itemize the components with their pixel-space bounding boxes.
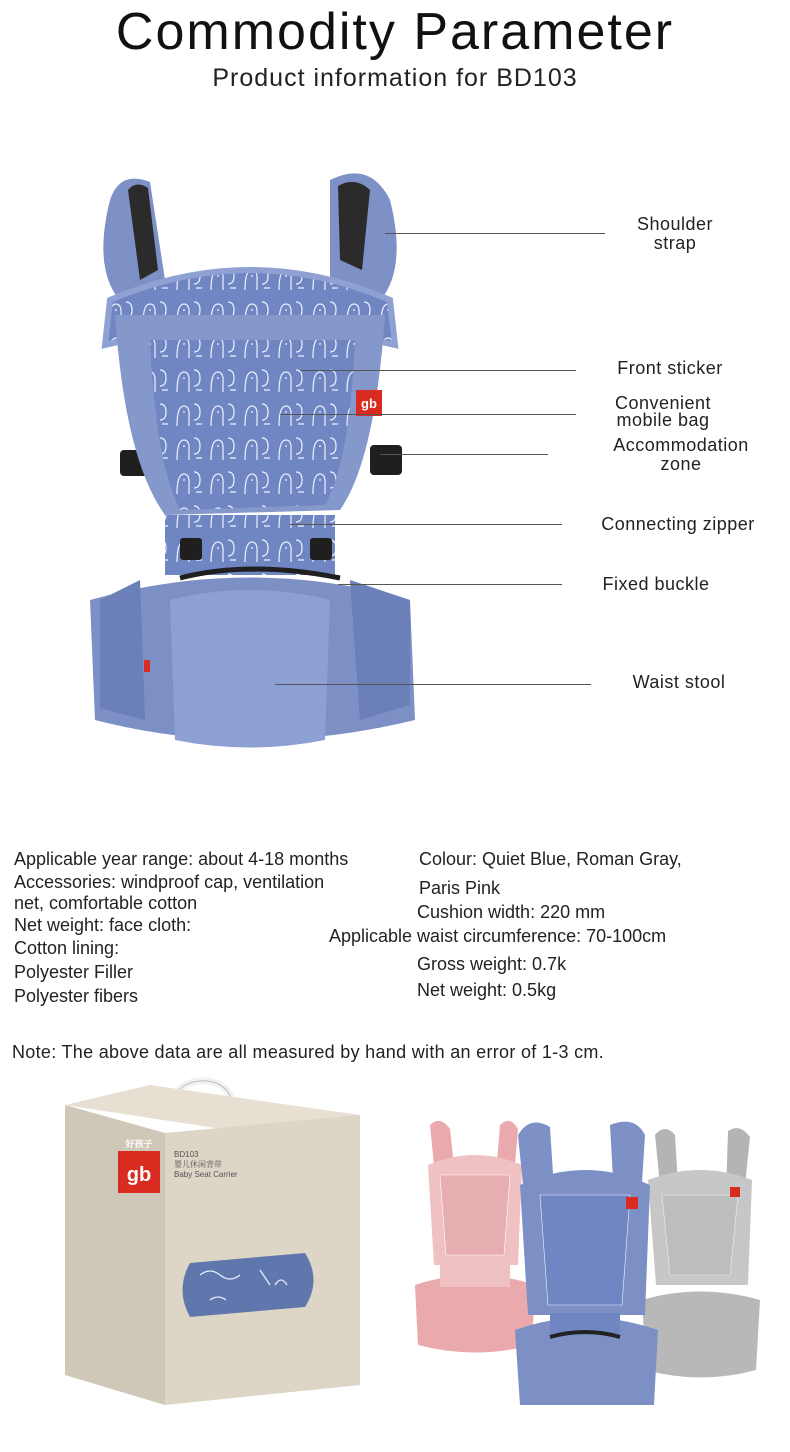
box-label: [174, 1150, 238, 1180]
callout-front-sticker: Front sticker: [617, 358, 723, 378]
measurement-note: Note: The above data are all measured by hand with an error of 1-3 cm.: [12, 1042, 604, 1062]
spec-cotton-lining: Cotton lining:: [14, 938, 120, 958]
spec-waist-circumference: Applicable waist circumference: 70-100cm: [329, 926, 667, 946]
callout-line-accommodation: [380, 454, 548, 455]
box-image: [60, 1075, 360, 1405]
spec-net-weight: Net weight: 0.5kg: [417, 980, 557, 1000]
spec-year-range: Applicable year range: about 4-18 months: [14, 849, 349, 869]
pink-carrier: [415, 1121, 535, 1353]
callout-line-zipper: [290, 524, 562, 525]
callout-fixed-buckle: Fixed buckle: [602, 574, 710, 594]
color-variants-image: [410, 1115, 780, 1405]
callout-waist-stool: Waist stool: [632, 672, 726, 692]
callout-line-waist-stool: [275, 684, 591, 685]
spec-cushion-width: Cushion width: 220 mm: [417, 902, 606, 922]
callout-accommodation-zone: Accommodation zone: [613, 435, 749, 474]
box-model: BD103: [174, 1150, 199, 1159]
spec-polyester-filler: Polyester Filler: [14, 962, 134, 982]
packaging-box: [60, 1075, 360, 1405]
spec-net-weight-cloth: Net weight: face cloth:: [14, 915, 192, 935]
spec-polyester-fibers: Polyester fibers: [14, 986, 139, 1006]
page-title: Commodity Parameter: [115, 3, 675, 61]
spec-colour: Colour: Quiet Blue, Roman Gray,: [419, 849, 682, 869]
box-brand-cn: 好孩子: [125, 1139, 153, 1149]
spec-gross-weight: Gross weight: 0.7k: [417, 954, 567, 974]
baby-carrier-image: [70, 160, 430, 750]
spec-colour-cont: Paris Pink: [419, 878, 501, 898]
gray-carrier: [642, 1128, 760, 1377]
page-subtitle: Product information for BD103: [212, 64, 578, 92]
box-name-cn: 婴儿休闲背带: [174, 1160, 222, 1169]
callout-mobile-bag: Convenient mobile bag: [614, 393, 712, 430]
callout-shoulder-strap: Shoulder strap: [636, 214, 714, 253]
box-brand-logo: [118, 1139, 160, 1193]
callout-line-mobile-bag: [280, 414, 576, 415]
callout-line-buckle: [338, 584, 562, 585]
box-name-en: Baby Seat Carrier: [174, 1170, 238, 1179]
box-logo-text: gb: [126, 1164, 152, 1186]
blue-carrier: [515, 1122, 658, 1405]
spec-accessories: Accessories: windproof cap, ventilation: [14, 872, 325, 892]
spec-accessories-cont: net, comfortable cotton: [14, 893, 198, 913]
callout-connecting-zipper: Connecting zipper: [601, 514, 755, 534]
brand-logo: gb: [361, 396, 377, 411]
callout-line-front-sticker: [300, 370, 576, 371]
callout-line-shoulder: [385, 233, 605, 234]
